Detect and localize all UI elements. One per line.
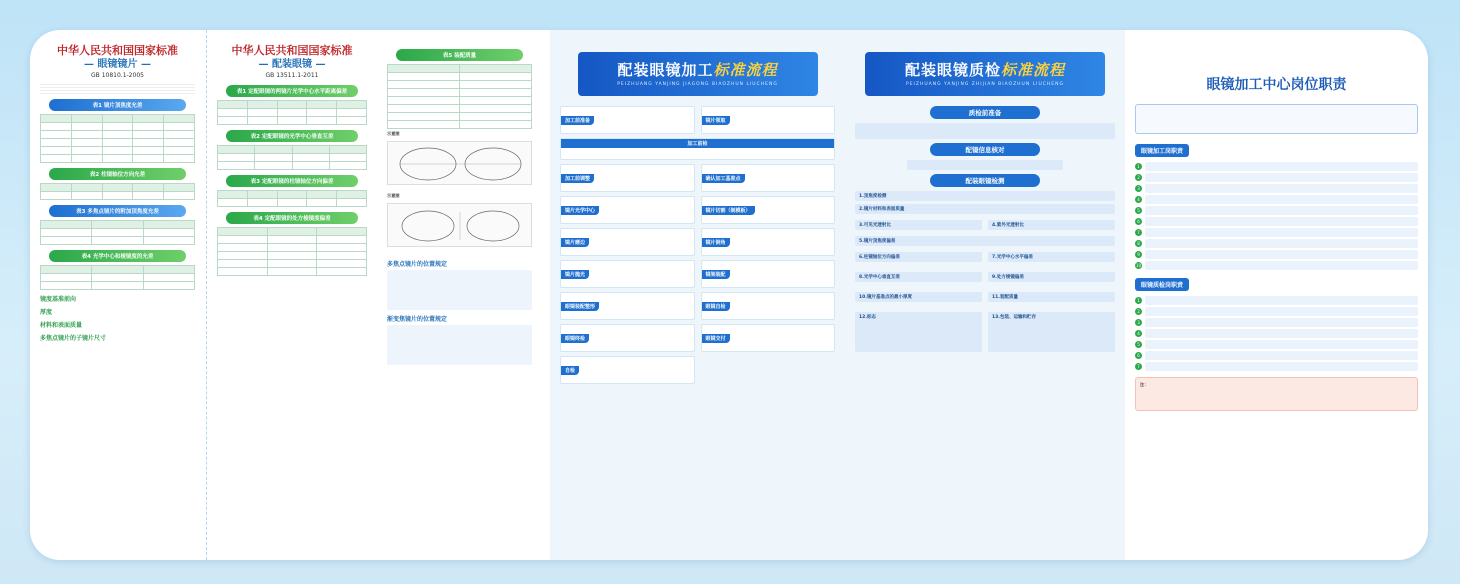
qc-item-12 xyxy=(855,312,982,352)
duty-item xyxy=(1135,195,1418,204)
step-adjust: 加工前调整 xyxy=(561,174,594,183)
processing-duties-header: 眼镜加工岗职责 xyxy=(1135,144,1189,157)
qc-item-9 xyxy=(988,272,1115,282)
p2-table1-title: 表1 定配眼镜的两镜片光学中心水平距离偏差 xyxy=(226,85,358,97)
frame-sketch-2 xyxy=(387,203,532,247)
qc-item-6-title: 6.柱镜轴位方向偏差 xyxy=(859,255,900,260)
table4 xyxy=(40,265,195,290)
processing-banner-text: 配装眼镜加工 xyxy=(617,61,714,79)
note-label: 注： xyxy=(1140,382,1149,387)
table2-title: 表2 柱镜轴位方向允差 xyxy=(49,168,185,180)
qc-item-4-title: 4.紫外光透射比 xyxy=(992,223,1024,228)
duty-number: 5 xyxy=(1135,341,1142,348)
qc-item-11 xyxy=(988,292,1115,302)
duty-number: 8 xyxy=(1135,240,1142,247)
qc-item-10-title: 10.镜片基准点的最小厚度 xyxy=(859,295,912,300)
multifocal-position-title: 多焦点镜片的位置规定 xyxy=(387,261,448,268)
poster-board xyxy=(30,30,1428,560)
duty-item xyxy=(1135,217,1418,226)
sketch2-label: 示意图 xyxy=(387,193,400,198)
quality-duties-header: 眼镜质检岗职责 xyxy=(1135,278,1189,291)
p2-table2 xyxy=(217,145,367,170)
table3-title: 表3 多焦点镜片的附加顶焦度允差 xyxy=(49,205,185,217)
qc-item-5-title: 5.镜片顶焦度偏差 xyxy=(859,239,896,244)
processing-banner-pinyin: PEIZHUANG YANJING JIAGONG BIAOZHUN LIUCHENG xyxy=(617,82,778,87)
p2-table3 xyxy=(217,190,367,207)
duty-item xyxy=(1135,239,1418,248)
duty-number: 5 xyxy=(1135,207,1142,214)
duty-item xyxy=(1135,362,1418,371)
duty-number: 9 xyxy=(1135,251,1142,258)
qc-item-9-title: 9.处方棱镜偏差 xyxy=(992,275,1024,280)
table1-title: 表1 镜片顶焦度允差 xyxy=(49,99,185,111)
step-selfcheck-note: 自检 xyxy=(561,366,579,375)
qc-item-8 xyxy=(855,272,982,282)
processing-banner xyxy=(578,52,818,96)
qc-detect-header: 配装眼镜检测 xyxy=(930,174,1040,187)
step-shaping: 眼镜装配整形 xyxy=(561,302,599,311)
qc-item-12-title: 12.标志 xyxy=(859,315,876,320)
processing-banner-em: 标准流程 xyxy=(713,61,778,79)
table2 xyxy=(40,183,195,200)
duty-number: 2 xyxy=(1135,308,1142,315)
qc-item-7 xyxy=(988,252,1115,262)
qc-item-6 xyxy=(855,252,982,262)
sketch1-label: 示意图 xyxy=(387,131,400,136)
duty-item xyxy=(1135,184,1418,193)
quality-banner-pinyin: PEIZHUANG YANJING ZHIJIAN BIAOZHUN LIUCHENG xyxy=(906,82,1064,87)
qc-prepare-box xyxy=(855,123,1115,139)
table4-title: 表4 光学中心和棱镜度的允差 xyxy=(49,250,185,262)
step-optical-center: 镜片光学中心 xyxy=(561,206,599,215)
step-polish: 镜片抛光 xyxy=(561,270,589,279)
panel2-title: 中华人民共和国国家标准 xyxy=(231,44,353,57)
step-frame-fit: 镜架装配 xyxy=(702,270,730,279)
duty-item xyxy=(1135,250,1418,259)
duty-item xyxy=(1135,307,1418,316)
duty-number: 3 xyxy=(1135,319,1142,326)
quality-banner xyxy=(865,52,1105,96)
qc-item-3 xyxy=(855,220,982,230)
qc-item-11-title: 11.装配质量 xyxy=(992,295,1018,300)
duty-item xyxy=(1135,296,1418,305)
processing-flow-panel xyxy=(550,30,845,560)
qc-item-2-title: 2.镜片材料和表面质量 xyxy=(859,207,905,212)
duty-number: 6 xyxy=(1135,352,1142,359)
p2-table1 xyxy=(217,100,367,125)
duty-item xyxy=(1135,351,1418,360)
table1 xyxy=(40,114,195,163)
duty-item xyxy=(1135,329,1418,338)
note-box xyxy=(1135,377,1418,411)
qc-info-box xyxy=(907,160,1063,170)
qc-item-13-title: 13.包装、运输和贮存 xyxy=(992,315,1036,320)
duty-number: 1 xyxy=(1135,163,1142,170)
quality-banner-em: 标准流程 xyxy=(1001,61,1066,79)
qc-item-7-title: 7.光学中心水平偏差 xyxy=(992,255,1033,260)
qc-item-2 xyxy=(855,204,1115,214)
intro-text xyxy=(40,84,195,94)
progressive-position-title: 渐变焦镜片的位置规定 xyxy=(387,316,448,323)
panel2-subtitle: — 配装眼镜 — xyxy=(258,59,326,70)
qc-item-4 xyxy=(988,220,1115,230)
section-segment: 多焦点镜片的子镜片尺寸 xyxy=(40,335,107,342)
multifocal-notes xyxy=(387,270,532,310)
processing-duties-list xyxy=(1135,162,1418,270)
qc-item-8-title: 8.光学中心垂直互差 xyxy=(859,275,900,280)
qc-item-13 xyxy=(988,312,1115,352)
table5-title: 表5 装配质量 xyxy=(396,49,524,61)
quality-flow-panel xyxy=(845,30,1125,560)
panel1-subtitle: — 眼镜镜片 — xyxy=(84,59,151,70)
step-prepare: 加工前准备 xyxy=(561,116,594,125)
step-self-check: 眼镜自检 xyxy=(702,302,730,311)
qc-item-5 xyxy=(855,236,1115,246)
duties-title: 眼镜加工中心岗位职责 xyxy=(1206,77,1347,93)
qc-item-10 xyxy=(855,292,982,302)
step-final-check: 眼镜终检 xyxy=(561,334,589,343)
qc-prepare-header: 质检前准备 xyxy=(930,106,1040,119)
qc-info-header: 配镜信息核对 xyxy=(930,143,1040,156)
section-reference: 镜度基准前向 xyxy=(40,296,77,303)
duty-number: 4 xyxy=(1135,330,1142,337)
qc-item-1 xyxy=(855,191,1115,201)
panel1-code: GB 10810.1-2005 xyxy=(91,72,144,79)
p2-table2-title: 表2 定配眼镜的光学中心垂直互差 xyxy=(226,130,358,142)
duty-number: 6 xyxy=(1135,218,1142,225)
section-material: 材料和表面质量 xyxy=(40,322,83,329)
duty-number: 1 xyxy=(1135,297,1142,304)
duty-item xyxy=(1135,261,1418,270)
section-thickness: 厚度 xyxy=(40,309,53,316)
progressive-notes xyxy=(387,325,532,365)
table5 xyxy=(387,64,532,129)
step-delivery: 眼镜交付 xyxy=(702,334,730,343)
lens-standard-panel xyxy=(30,30,205,560)
step-edging: 镜片磨边 xyxy=(561,238,589,247)
duty-number: 7 xyxy=(1135,363,1142,370)
quality-duties-list xyxy=(1135,296,1418,371)
p2-table4-title: 表4 定配眼镜的处方棱镜度偏差 xyxy=(226,212,358,224)
duty-number: 4 xyxy=(1135,196,1142,203)
p2-table3-title: 表3 定配眼镜的柱镜轴位方向偏差 xyxy=(226,175,358,187)
quality-banner-text: 配装眼镜质检 xyxy=(904,61,1001,79)
duties-panel xyxy=(1125,30,1428,560)
qc-item-3-title: 3.可见光透射比 xyxy=(859,223,891,228)
table3 xyxy=(40,220,195,245)
qc-item-1-title: 1.顶焦度检测 xyxy=(859,194,887,199)
step-chamfer: 镜片倒角 xyxy=(702,238,730,247)
panel1-title: 中华人民共和国国家标准 xyxy=(57,44,178,57)
step-lens-pickup: 镜片领取 xyxy=(702,116,730,125)
frame-sketch-1 xyxy=(387,141,532,185)
duty-number: 3 xyxy=(1135,185,1142,192)
step-cutting: 镜片切割（制模板） xyxy=(702,206,755,215)
duty-item xyxy=(1135,206,1418,215)
duty-number: 7 xyxy=(1135,229,1142,236)
glasses-standard-panel xyxy=(207,30,377,560)
duties-intro xyxy=(1135,104,1418,134)
duty-item xyxy=(1135,162,1418,171)
step-pre-check: 加工前检 xyxy=(561,139,834,148)
panel2-code: GB 13511.1-2011 xyxy=(265,72,319,79)
duty-item xyxy=(1135,340,1418,349)
assembly-quality-panel xyxy=(377,30,542,560)
step-reference-point: 确认加工基准点 xyxy=(702,174,745,183)
processing-steps xyxy=(560,106,835,384)
p2-table4 xyxy=(217,227,367,276)
duty-item xyxy=(1135,318,1418,327)
duty-item xyxy=(1135,173,1418,182)
duty-number: 2 xyxy=(1135,174,1142,181)
duty-number: 10 xyxy=(1135,263,1142,268)
duty-item xyxy=(1135,228,1418,237)
